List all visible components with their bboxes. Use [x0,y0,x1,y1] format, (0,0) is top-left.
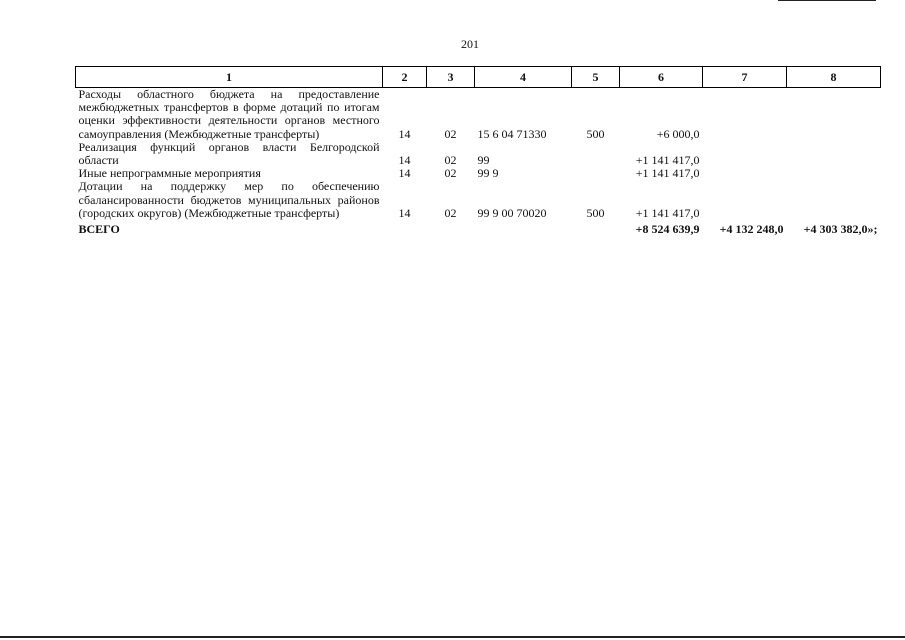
column-header-5: 5 [572,67,620,88]
row-target-code: 99 9 [477,166,499,181]
total-amount-col8: +4 303 382,0»; [803,222,878,237]
row-amount-col7 [703,88,787,141]
table-row [76,88,881,141]
row-description: Расходы областного бюджета на предоставление межбюджетных трансфертов в форме дотаций по итогам оценки эффективности деятельности органов местного самоуправления (Межбюджетные трансферты) [78,87,380,141]
row-expense-type: 500 [586,205,605,220]
column-header-6: 6 [620,67,703,88]
row-target-code: 99 9 00 70020 [477,205,547,220]
row-subsection-code: 02 [444,126,457,141]
row-section-code: 14 [398,166,411,181]
row-amount-col7 [703,167,787,180]
row-amount-col8 [787,141,881,167]
row-amount-col8 [787,167,881,180]
row-target-code: 15 6 04 71330 [477,126,547,141]
row-amount-col6: +1 141 417,0 [635,153,700,168]
total-amount-col7: +4 132 248,0 [719,222,784,237]
row-expense-type [572,141,620,167]
row-section-code: 14 [398,205,411,220]
row-amount-col8 [787,180,881,220]
scan-edge-bottom [0,636,905,638]
row-amount-col6: +6 000,0 [656,126,700,141]
scan-edge-top [778,0,876,1]
row-section-code: 14 [398,126,411,141]
row-expense-type: 500 [586,126,605,141]
column-header-4: 4 [475,67,572,88]
column-header-2: 2 [383,67,427,88]
row-amount-col6: +1 141 417,0 [635,205,700,220]
budget-table [75,66,881,236]
total-label: ВСЕГО [78,222,120,237]
row-subsection-code: 02 [444,205,457,220]
row-amount-col7 [703,180,787,220]
row-expense-type [572,167,620,180]
page-number: 201 [461,37,479,51]
row-subsection-code: 02 [444,166,457,181]
row-amount-col7 [703,141,787,167]
row-subsection-code: 02 [444,153,457,168]
column-header-1: 1 [76,67,383,88]
row-description: Дотации на поддержку мер по обеспечению сбалансированности бюджетов муниципальных районов (городских округов) (Межбюджетные трансферты) [78,179,380,220]
row-amount-col6: +1 141 417,0 [635,166,700,181]
total-row [76,220,881,236]
row-description: Реализация функций органов власти Белгородской области [78,139,380,168]
table-row [76,141,881,167]
row-description: Иные непрограммные мероприятия [78,166,261,181]
table-row [76,180,881,220]
column-header-8: 8 [787,67,881,88]
header-row [76,67,881,88]
row-section-code: 14 [398,153,411,168]
column-header-7: 7 [703,67,787,88]
row-target-code: 99 [477,153,490,168]
column-header-3: 3 [427,67,475,88]
total-amount-col6: +8 524 639,9 [635,222,700,237]
row-amount-col8 [787,88,881,141]
